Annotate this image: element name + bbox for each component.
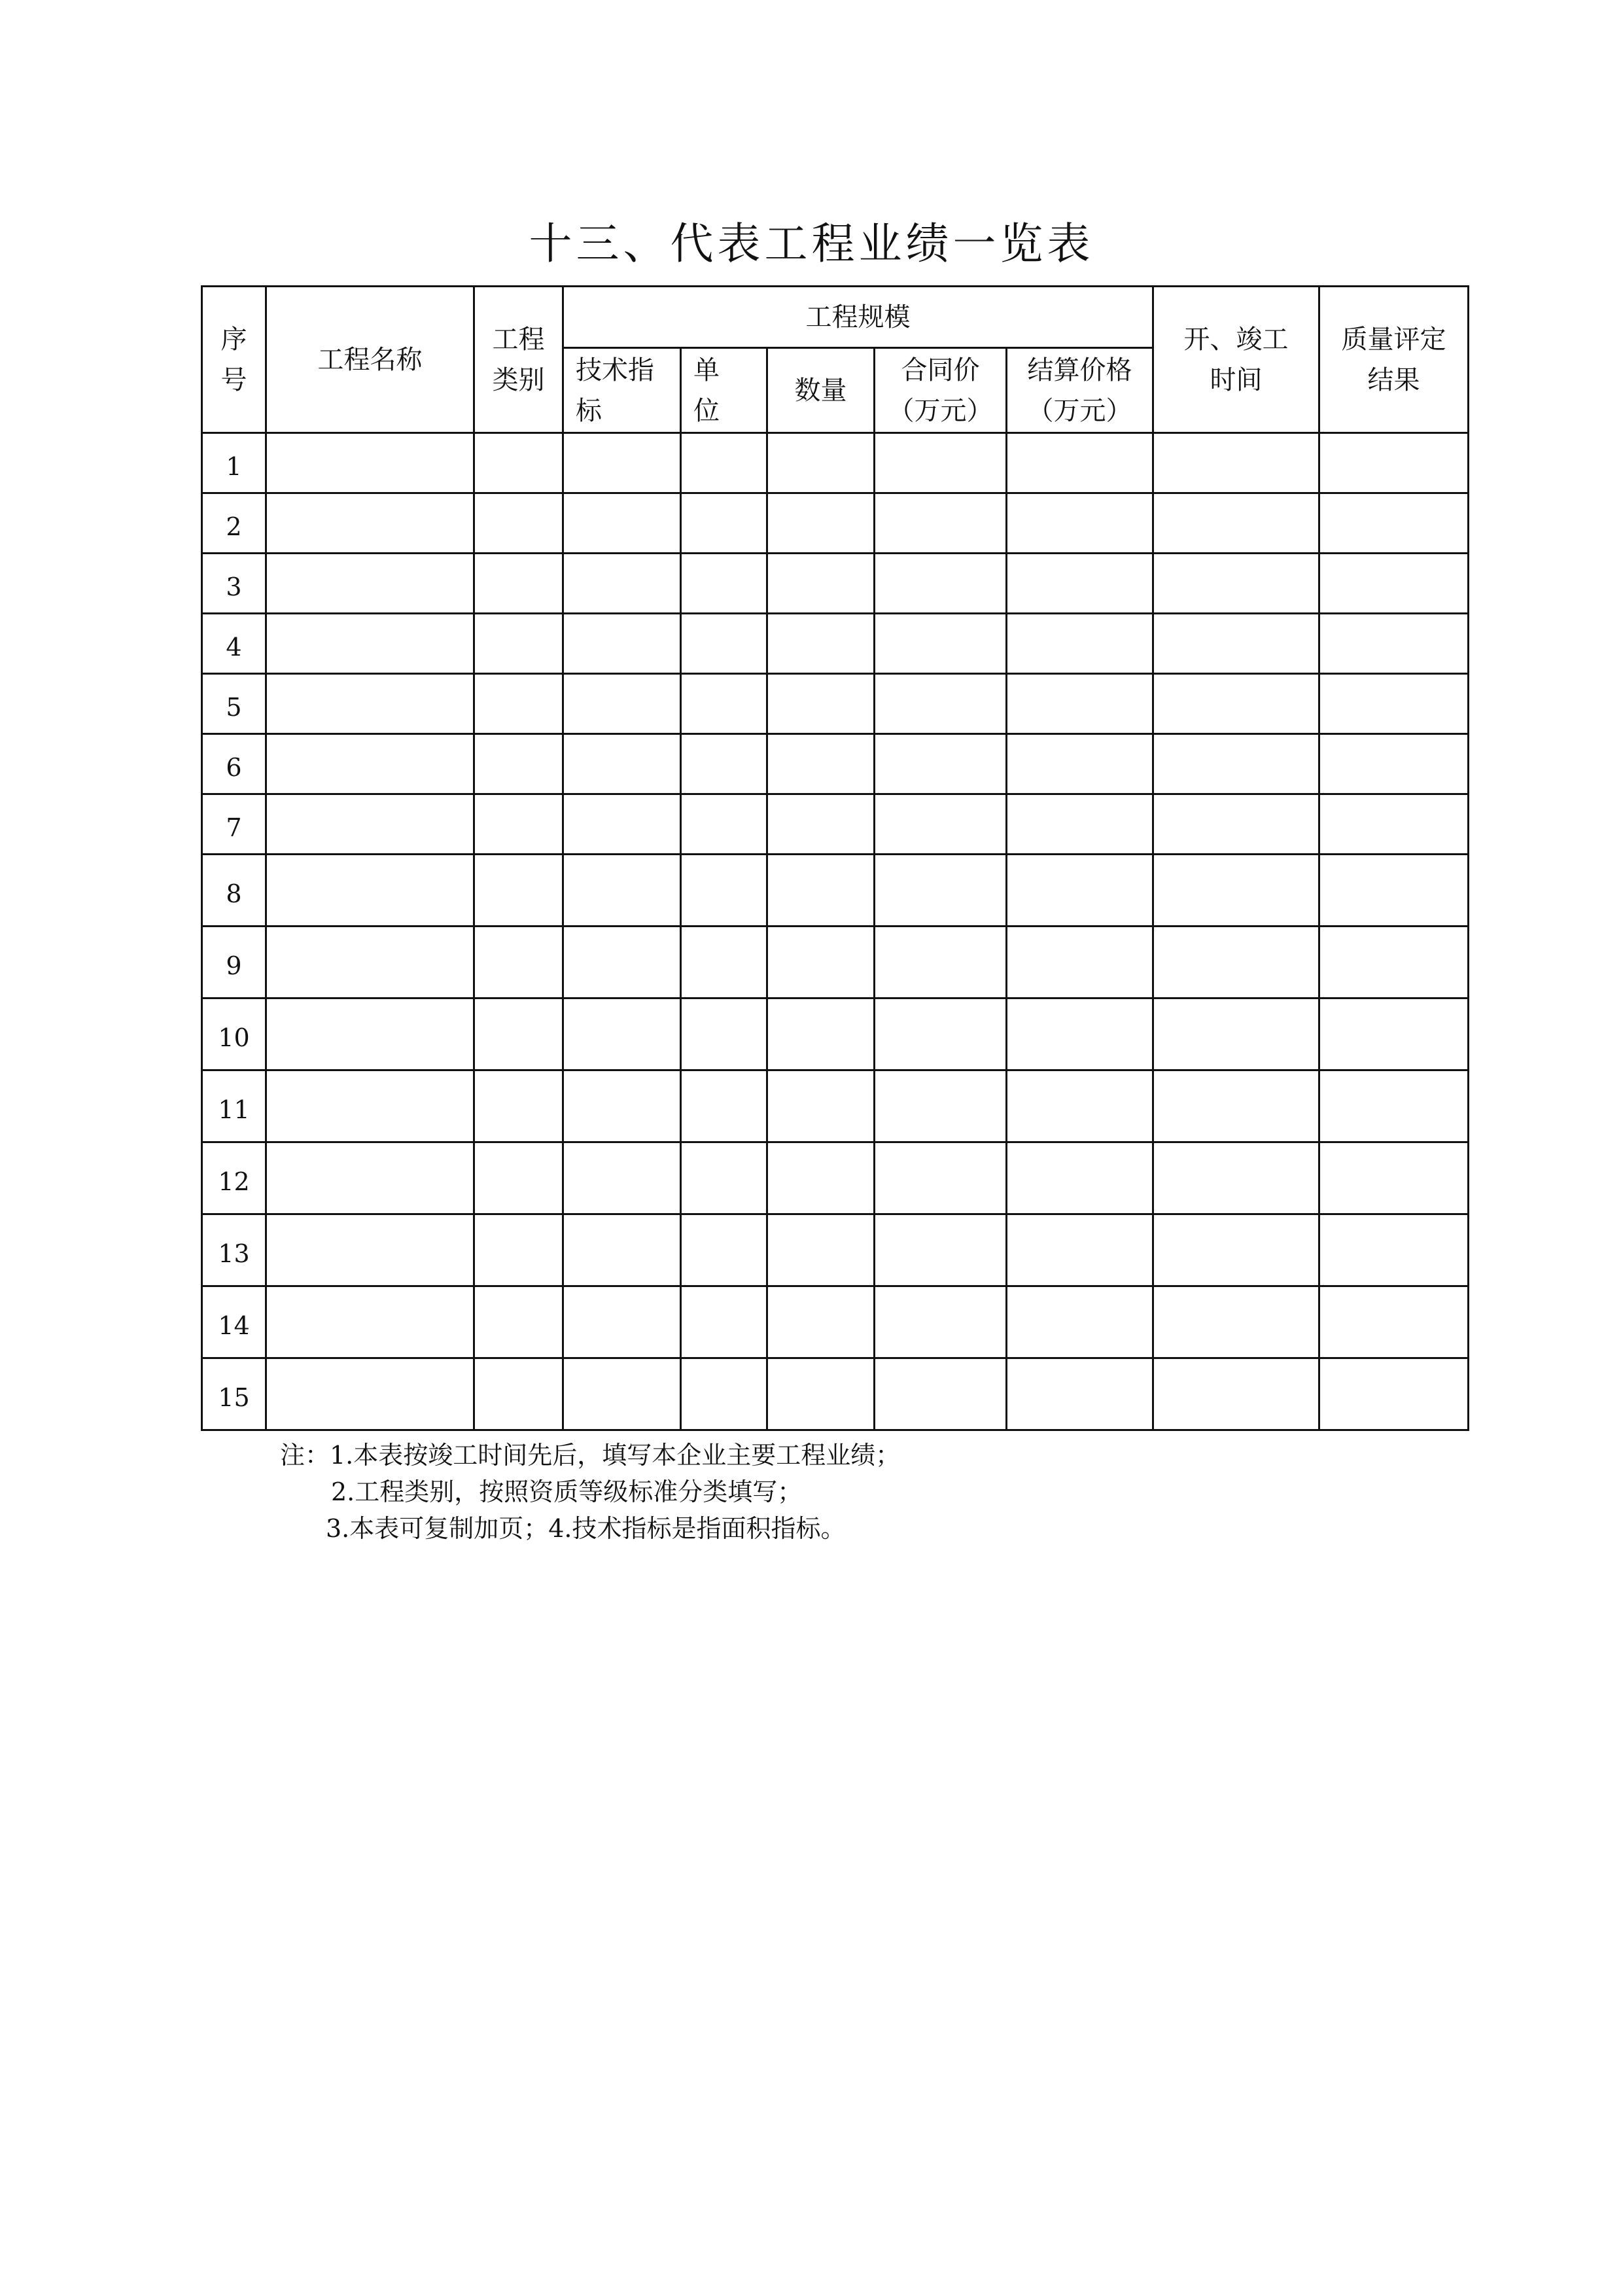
table-row <box>202 855 1469 927</box>
start-finish-time-cell[interactable] <box>1153 927 1319 998</box>
settlement-price-cell[interactable] <box>1007 734 1153 794</box>
project-name-cell[interactable] <box>266 1358 474 1430</box>
contract-price-cell[interactable] <box>875 1286 1007 1358</box>
unit-cell[interactable] <box>681 1286 767 1358</box>
seq-cell: 14 <box>202 1286 266 1358</box>
contract-price-cell[interactable] <box>875 433 1007 493</box>
seq-cell: 2 <box>202 493 266 554</box>
unit-cell[interactable] <box>681 1358 767 1430</box>
unit-cell[interactable] <box>681 1142 767 1214</box>
project-type-cell[interactable] <box>474 794 563 855</box>
seq-cell: 5 <box>202 674 266 734</box>
contract-price-cell[interactable] <box>875 927 1007 998</box>
quality-result-cell[interactable] <box>1319 855 1469 927</box>
seq-cell: 4 <box>202 614 266 674</box>
table-row <box>202 1286 1469 1358</box>
settlement-price-cell[interactable] <box>1007 433 1153 493</box>
settlement-price-cell[interactable] <box>1007 554 1153 614</box>
quantity-cell[interactable] <box>767 433 875 493</box>
unit-cell[interactable] <box>681 855 767 927</box>
tech-index-cell[interactable] <box>563 927 681 998</box>
quality-result-cell[interactable] <box>1319 1286 1469 1358</box>
quantity-cell[interactable] <box>767 794 875 855</box>
project-name-cell[interactable] <box>266 1214 474 1286</box>
seq-cell: 11 <box>202 1070 266 1142</box>
settlement-price-cell[interactable] <box>1007 998 1153 1070</box>
project-type-cell[interactable] <box>474 998 563 1070</box>
quality-result-cell[interactable] <box>1319 794 1469 855</box>
tech-index-cell[interactable] <box>563 1358 681 1430</box>
unit-cell[interactable] <box>681 1214 767 1286</box>
table-row <box>202 674 1469 734</box>
header-project-name: 工程名称 <box>266 287 474 433</box>
start-finish-time-cell[interactable] <box>1153 614 1319 674</box>
project-name-cell[interactable] <box>266 855 474 927</box>
seq-cell: 6 <box>202 734 266 794</box>
project-name-cell[interactable] <box>266 674 474 734</box>
contract-price-cell[interactable] <box>875 734 1007 794</box>
header-project-type: 工程 类别 <box>474 287 563 433</box>
tech-index-cell[interactable] <box>563 1286 681 1358</box>
quality-result-cell[interactable] <box>1319 734 1469 794</box>
settlement-price-cell[interactable] <box>1007 1070 1153 1142</box>
seq-cell: 7 <box>202 794 266 855</box>
quality-result-cell[interactable] <box>1319 1070 1469 1142</box>
start-finish-time-cell[interactable] <box>1153 1286 1319 1358</box>
start-finish-time-cell[interactable] <box>1153 433 1319 493</box>
tech-index-cell[interactable] <box>563 998 681 1070</box>
unit-cell[interactable] <box>681 614 767 674</box>
contract-price-cell[interactable] <box>875 674 1007 734</box>
unit-cell[interactable] <box>681 927 767 998</box>
header-seq: 序 号 <box>202 287 266 433</box>
page-title: 十三、代表工程业绩一览表 <box>529 219 1094 269</box>
quantity-cell[interactable] <box>767 493 875 554</box>
quantity-cell[interactable] <box>767 614 875 674</box>
project-type-cell[interactable] <box>474 1214 563 1286</box>
start-finish-time-cell[interactable] <box>1153 1070 1319 1142</box>
header-quantity: 数量 <box>767 348 875 433</box>
header-row-1 <box>202 287 1469 348</box>
project-type-cell[interactable] <box>474 927 563 998</box>
unit-cell[interactable] <box>681 1070 767 1142</box>
table-row <box>202 1214 1469 1286</box>
quality-result-cell[interactable] <box>1319 554 1469 614</box>
project-name-cell[interactable] <box>266 734 474 794</box>
start-finish-time-cell[interactable] <box>1153 1214 1319 1286</box>
start-finish-time-cell[interactable] <box>1153 493 1319 554</box>
quality-result-cell[interactable] <box>1319 1358 1469 1430</box>
tech-index-cell[interactable] <box>563 554 681 614</box>
unit-cell[interactable] <box>681 998 767 1070</box>
project-type-cell[interactable] <box>474 1358 563 1430</box>
header-tech-index: 技术指 标 <box>563 348 681 433</box>
tech-index-cell[interactable] <box>563 1214 681 1286</box>
quality-result-cell[interactable] <box>1319 493 1469 554</box>
project-type-cell[interactable] <box>474 614 563 674</box>
table-row <box>202 554 1469 614</box>
unit-cell[interactable] <box>681 493 767 554</box>
project-name-cell[interactable] <box>266 1286 474 1358</box>
project-name-cell[interactable] <box>266 493 474 554</box>
quantity-cell[interactable] <box>767 1142 875 1214</box>
project-name-cell[interactable] <box>266 998 474 1070</box>
unit-cell[interactable] <box>681 554 767 614</box>
start-finish-time-cell[interactable] <box>1153 734 1319 794</box>
settlement-price-cell[interactable] <box>1007 1142 1153 1214</box>
settlement-price-cell[interactable] <box>1007 674 1153 734</box>
table-row <box>202 493 1469 554</box>
project-name-cell[interactable] <box>266 794 474 855</box>
quantity-cell[interactable] <box>767 1358 875 1430</box>
quantity-cell[interactable] <box>767 998 875 1070</box>
unit-cell[interactable] <box>681 734 767 794</box>
note-line-2: 2.工程类别，按照资质等级标准分类填写； <box>331 1477 803 1506</box>
quality-result-cell[interactable] <box>1319 433 1469 493</box>
unit-cell[interactable] <box>681 674 767 734</box>
seq-cell: 3 <box>202 554 266 614</box>
tech-index-cell[interactable] <box>563 1070 681 1142</box>
settlement-price-cell[interactable] <box>1007 1286 1153 1358</box>
settlement-price-cell[interactable] <box>1007 855 1153 927</box>
project-name-cell[interactable] <box>266 1070 474 1142</box>
project-name-cell[interactable] <box>266 433 474 493</box>
contract-price-cell[interactable] <box>875 1358 1007 1430</box>
start-finish-time-cell[interactable] <box>1153 998 1319 1070</box>
quality-result-cell[interactable] <box>1319 674 1469 734</box>
settlement-price-cell[interactable] <box>1007 927 1153 998</box>
header-settlement-price: 结算价格 （万元） <box>1007 348 1153 433</box>
seq-cell: 10 <box>202 998 266 1070</box>
contract-price-cell[interactable] <box>875 493 1007 554</box>
quantity-cell[interactable] <box>767 674 875 734</box>
header-quality-result: 质量评定 结果 <box>1319 287 1469 433</box>
project-type-cell[interactable] <box>474 1142 563 1214</box>
seq-cell: 12 <box>202 1142 266 1214</box>
project-name-cell[interactable] <box>266 614 474 674</box>
tech-index-cell[interactable] <box>563 794 681 855</box>
project-type-cell[interactable] <box>474 1286 563 1358</box>
tech-index-cell[interactable] <box>563 433 681 493</box>
quantity-cell[interactable] <box>767 734 875 794</box>
table-row <box>202 614 1469 674</box>
contract-price-cell[interactable] <box>875 998 1007 1070</box>
project-type-cell[interactable] <box>474 493 563 554</box>
performance-table <box>201 285 1469 1431</box>
tech-index-cell[interactable] <box>563 493 681 554</box>
seq-cell: 1 <box>202 433 266 493</box>
header-start-finish-time: 开、竣工 时间 <box>1153 287 1319 433</box>
table-row <box>202 1358 1469 1430</box>
contract-price-cell[interactable] <box>875 1070 1007 1142</box>
project-type-cell[interactable] <box>474 433 563 493</box>
header-contract-price: 合同价 （万元） <box>875 348 1007 433</box>
tech-index-cell[interactable] <box>563 855 681 927</box>
table-row <box>202 927 1469 998</box>
settlement-price-cell[interactable] <box>1007 794 1153 855</box>
table-row <box>202 433 1469 493</box>
contract-price-cell[interactable] <box>875 614 1007 674</box>
project-type-cell[interactable] <box>474 1070 563 1142</box>
table-row <box>202 1070 1469 1142</box>
start-finish-time-cell[interactable] <box>1153 855 1319 927</box>
contract-price-cell[interactable] <box>875 855 1007 927</box>
quantity-cell[interactable] <box>767 1286 875 1358</box>
header-scale-group: 工程规模 <box>563 287 1153 348</box>
project-name-cell[interactable] <box>266 554 474 614</box>
seq-cell: 9 <box>202 927 266 998</box>
table-row <box>202 1142 1469 1214</box>
quantity-cell[interactable] <box>767 855 875 927</box>
unit-cell[interactable] <box>681 794 767 855</box>
tech-index-cell[interactable] <box>563 674 681 734</box>
start-finish-time-cell[interactable] <box>1153 674 1319 734</box>
contract-price-cell[interactable] <box>875 1142 1007 1214</box>
quantity-cell[interactable] <box>767 1070 875 1142</box>
seq-cell: 13 <box>202 1214 266 1286</box>
project-type-cell[interactable] <box>474 554 563 614</box>
quantity-cell[interactable] <box>767 554 875 614</box>
settlement-price-cell[interactable] <box>1007 614 1153 674</box>
table-row <box>202 794 1469 855</box>
start-finish-time-cell[interactable] <box>1153 1358 1319 1430</box>
project-name-cell[interactable] <box>266 927 474 998</box>
unit-cell[interactable] <box>681 433 767 493</box>
note-line-3: 3.本表可复制加页；4.技术指标是指面积指标。 <box>326 1514 846 1543</box>
quality-result-cell[interactable] <box>1319 998 1469 1070</box>
quantity-cell[interactable] <box>767 1214 875 1286</box>
start-finish-time-cell[interactable] <box>1153 794 1319 855</box>
header-unit: 单 位 <box>681 348 767 433</box>
contract-price-cell[interactable] <box>875 554 1007 614</box>
note-line-1: 注：1.本表按竣工时间先后，填写本企业主要工程业绩； <box>280 1441 901 1470</box>
contract-price-cell[interactable] <box>875 794 1007 855</box>
settlement-price-cell[interactable] <box>1007 1358 1153 1430</box>
project-type-cell[interactable] <box>474 855 563 927</box>
project-type-cell[interactable] <box>474 674 563 734</box>
notes <box>280 1437 900 1547</box>
project-name-cell[interactable] <box>266 1142 474 1214</box>
quality-result-cell[interactable] <box>1319 614 1469 674</box>
start-finish-time-cell[interactable] <box>1153 1142 1319 1214</box>
start-finish-time-cell[interactable] <box>1153 554 1319 614</box>
seq-cell: 15 <box>202 1358 266 1430</box>
settlement-price-cell[interactable] <box>1007 1214 1153 1286</box>
settlement-price-cell[interactable] <box>1007 493 1153 554</box>
tech-index-cell[interactable] <box>563 614 681 674</box>
project-type-cell[interactable] <box>474 734 563 794</box>
quality-result-cell[interactable] <box>1319 927 1469 998</box>
quality-result-cell[interactable] <box>1319 1214 1469 1286</box>
seq-cell: 8 <box>202 855 266 927</box>
tech-index-cell[interactable] <box>563 734 681 794</box>
contract-price-cell[interactable] <box>875 1214 1007 1286</box>
quantity-cell[interactable] <box>767 927 875 998</box>
quality-result-cell[interactable] <box>1319 1142 1469 1214</box>
table-row <box>202 734 1469 794</box>
table-row <box>202 998 1469 1070</box>
tech-index-cell[interactable] <box>563 1142 681 1214</box>
